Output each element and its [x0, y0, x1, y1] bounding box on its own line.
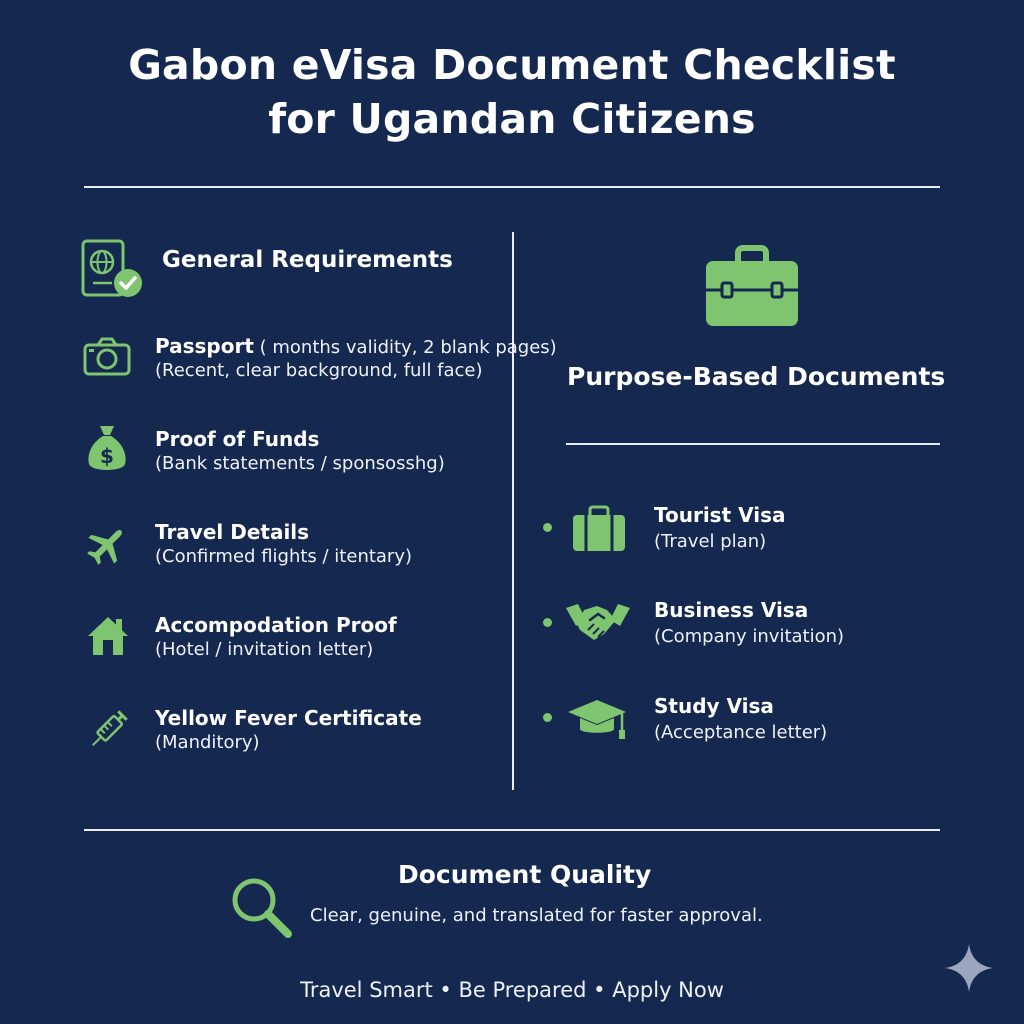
- list-item: [155, 520, 412, 567]
- passport-check-icon: [80, 238, 146, 300]
- briefcase-icon: [704, 244, 800, 328]
- item-subtitle: (Manditory): [155, 732, 260, 753]
- list-item: [155, 613, 397, 660]
- item-title: Passport: [155, 334, 254, 358]
- title-line-2: for Ugandan Citizens: [268, 95, 756, 143]
- item-subtitle: (Recent, clear background, full face): [155, 360, 483, 381]
- money-bag-icon: [86, 422, 128, 474]
- list-item: [654, 694, 827, 743]
- purpose-divider: [566, 443, 940, 445]
- list-item: [155, 334, 557, 381]
- bullet: [543, 618, 552, 627]
- footer-tagline: Travel Smart • Be Prepared • Apply Now: [300, 978, 724, 1002]
- document-quality-heading: Document Quality: [398, 860, 652, 889]
- purpose-based-heading: Purpose-Based Documents: [567, 362, 946, 391]
- syringe-icon: [84, 703, 134, 755]
- airplane-icon: [84, 522, 130, 568]
- column-divider: [512, 232, 514, 790]
- item-title: Accompodation Proof: [155, 613, 397, 637]
- item-title-suffix: ( months validity, 2 blank pages): [253, 337, 557, 358]
- item-subtitle: (Travel plan): [654, 531, 767, 552]
- general-requirements-heading: General Requirements: [162, 247, 453, 273]
- graduation-cap-icon: [566, 696, 628, 744]
- item-subtitle: (Bank statements / sponsosshg): [155, 453, 445, 474]
- list-item: [155, 427, 445, 474]
- item-title: Yellow Fever Certificate: [155, 706, 422, 730]
- list-item: [654, 598, 844, 647]
- item-title: Study Visa: [654, 694, 774, 718]
- bullet: [543, 523, 552, 532]
- document-quality-text: Clear, genuine, and translated for faster approval.: [310, 905, 763, 926]
- title-line-1: Gabon eVisa Document Checklist: [128, 41, 896, 89]
- suitcase-icon: [571, 505, 627, 553]
- page-title: [0, 38, 1024, 146]
- top-divider: [84, 186, 940, 188]
- item-subtitle: (Hotel / invitation letter): [155, 639, 374, 660]
- item-title: Business Visa: [654, 598, 809, 622]
- svg-text:$: $: [100, 444, 114, 468]
- bullet: [543, 713, 552, 722]
- handshake-icon: [564, 600, 632, 646]
- item-subtitle: (Confirmed flights / itentary): [155, 546, 413, 567]
- item-title: Proof of Funds: [155, 427, 320, 451]
- sparkle-icon: [943, 942, 995, 994]
- item-title: Travel Details: [155, 520, 310, 544]
- magnifier-icon: [230, 876, 294, 940]
- camera-icon: [83, 337, 131, 377]
- bottom-divider: [84, 829, 940, 831]
- item-subtitle: (Acceptance letter): [654, 722, 828, 743]
- list-item: [654, 503, 786, 552]
- item-subtitle: (Company invitation): [654, 626, 845, 647]
- item-title: Tourist Visa: [654, 503, 786, 527]
- list-item: [155, 706, 422, 753]
- house-icon: [86, 615, 130, 657]
